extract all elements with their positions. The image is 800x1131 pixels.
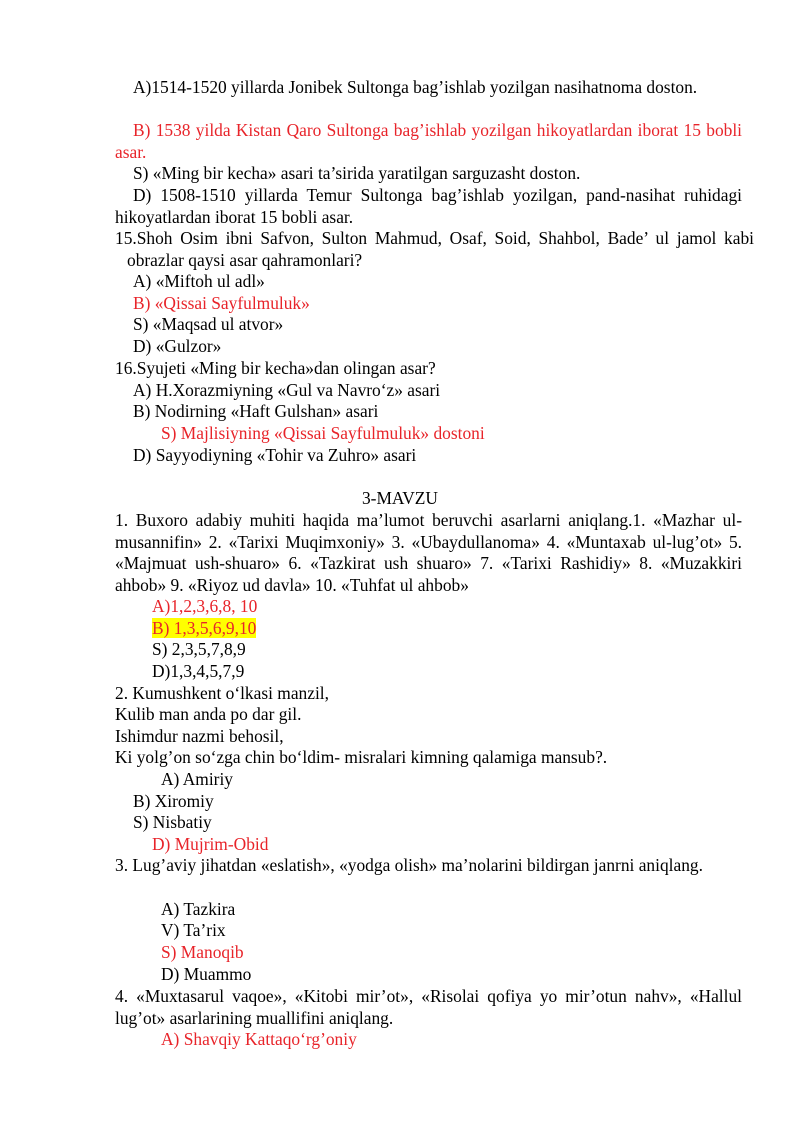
q16-option-b: B) Nodirning «Haft Gulshan» asari [133, 401, 379, 421]
m2-line-3: Ishimdur nazmi behosil, [115, 726, 284, 746]
m2-line-1: 2. Kumushkent o‘lkasi manzil, [115, 683, 329, 703]
m4-option-a: A) Shavqiy Kattaqo‘rg’oniy [161, 1029, 357, 1049]
m1-option-b: B) 1,3,5,6,9,10 [152, 618, 257, 638]
q15-option-d: D) «Gulzor» [133, 336, 222, 356]
m2-line-2: Kulib man anda po dar gil. [115, 704, 302, 724]
q14-option-d: D) 1508-1510 yillarda Temur Sultonga bag’ishlab yozilgan, pand-nasihat ruhidagi hikoyatlardan iborat 15 bobli asar. [115, 185, 742, 227]
q15-option-s: S) «Maqsad ul atvor» [133, 314, 284, 334]
m3-option-s: S) Manoqib [161, 942, 244, 962]
m4-question: 4. «Muxtasarul vaqoe», «Kitobi mir’ot», «Risolai qofiya yo mir’otun nahv», «Hallul lug’ot» asarlarining muallifini aniqlang. [115, 986, 742, 1028]
q15-question: 15.Shoh Osim ibni Safvon, Sulton Mahmud, Osaf, Soid, Shahbol, Bade’ ul jamol kabi obrazlar qaysi asar qahramonlari? [115, 228, 754, 270]
m3-option-a: A) Tazkira [161, 899, 236, 919]
m3-question: 3. Lug’aviy jihatdan «eslatish», «yodga olish» ma’nolarini bildirgan janrni aniqlang. [115, 855, 703, 875]
m2-option-a: A) Amiriy [161, 769, 233, 789]
m2-line-4: Ki yolg’on so‘zga chin bo‘ldim- misralari kimning qalamiga mansub?. [115, 747, 608, 767]
m1-option-s: S) 2,3,5,7,8,9 [152, 639, 246, 659]
m3-option-v: V) Ta’rix [161, 920, 226, 940]
m3-option-d: D) Muammo [161, 964, 252, 984]
m1-option-a: A)1,2,3,6,8, 10 [152, 596, 258, 616]
q16-question: 16.Syujeti «Ming bir kecha»dan olingan asar? [115, 358, 436, 378]
m2-option-b: B) Xiromiy [133, 791, 214, 811]
q16-option-d: D) Sayyodiyning «Tohir va Zuhro» asari [133, 445, 417, 465]
q14-option-b: B) 1538 yilda Kistan Qaro Sultonga bag’ishlab yozilgan hikoyatlardan iborat 15 bobli asar. [115, 120, 742, 162]
q14-option-s: S) «Ming bir kecha» asari ta’sirida yaratilgan sarguzasht doston. [133, 163, 581, 183]
m1-question: 1. Buxoro adabiy muhiti haqida ma’lumot beruvchi asarlarni aniqlang.1. «Mazhar ul- musannifin» 2. «Tarixi Muqimxoniy» 3. «Ubaydullanoma» 4. «Muntaxab ul-lug’ot» 5. «Majmuat ush-shuaro» 6. «Tazkirat ush shuaro» 7. «Tarixi Rashidiy» 8. «Muzakkiri ahbob» 9. «Riyoz ud davla» 10. «Tuhfat ul ahbob» [115, 510, 742, 595]
q15-option-a: A) «Miftoh ul adl» [133, 271, 265, 291]
q15-option-b: B) «Qissai Sayfulmuluk» [133, 293, 310, 313]
m2-option-d: D) Mujrim-Obid [152, 834, 269, 854]
m1-option-d: D)1,3,4,5,7,9 [152, 661, 245, 681]
q16-option-a: A) H.Xorazmiyning «Gul va Navro‘z» asari [133, 380, 441, 400]
m2-option-s: S) Nisbatiy [133, 812, 212, 832]
section-title: 3-MAVZU [361, 488, 438, 508]
q16-option-s: S) Majlisiyning «Qissai Sayfulmuluk» dostoni [161, 423, 485, 443]
q14-option-a: A)1514-1520 yillarda Jonibek Sultonga bag’ishlab yozilgan nasihatnoma doston. [133, 77, 698, 97]
m1-option-b-wrap [152, 618, 256, 640]
